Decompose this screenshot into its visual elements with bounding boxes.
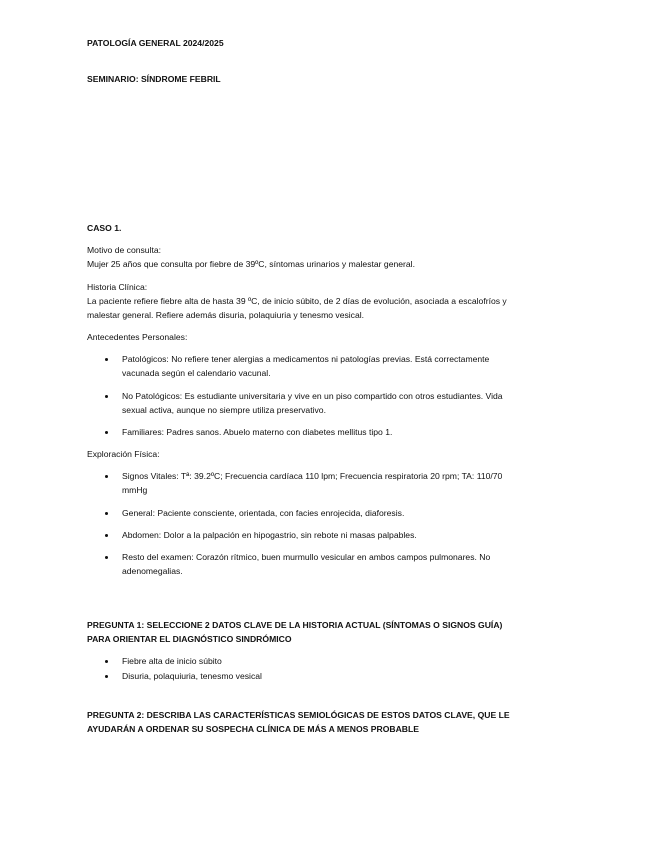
history-label: Historia Clínica: xyxy=(87,281,148,292)
antecedents-list xyxy=(87,352,527,439)
exam-list xyxy=(87,469,527,578)
list-item: Familiares: Padres sanos. Abuelo materno con diabetes mellitus tipo 1. xyxy=(87,425,527,439)
case-section xyxy=(87,221,527,586)
list-item: Abdomen: Dolor a la palpación en hipogastrio, sin rebote ni masas palpables. xyxy=(87,528,527,542)
seminar-title: SEMINARIO: SÍNDROME FEBRIL xyxy=(87,74,221,84)
list-item: General: Paciente consciente, orientada, con facies enrojecida, diaforesis. xyxy=(87,506,527,520)
question-1-answers xyxy=(87,654,527,682)
history-text: La paciente refiere fiebre alta de hasta 39 ºC, de inicio súbito, de 2 días de evolución, asociada a escalofríos y malestar general. Refiere además disuria, polaquiuria y tenesmo vesical. xyxy=(87,295,507,320)
list-item: Disuria, polaquiuria, tenesmo vesical xyxy=(87,669,527,683)
question-1: PREGUNTA 1: SELECCIONE 2 DATOS CLAVE DE LA HISTORIA ACTUAL (SÍNTOMAS O SIGNOS GUÍA) PARA ORIENTAR EL DIAGNÓSTICO SINDRÓMICO xyxy=(87,620,503,645)
reason-label: Motivo de consulta: xyxy=(87,245,162,256)
course-title: PATOLOGÍA GENERAL 2024/2025 xyxy=(87,38,224,48)
reason-text: Mujer 25 años que consulta por fiebre de 39ºC, síntomas urinarios y malestar general. xyxy=(87,259,415,270)
list-item: Fiebre alta de inicio súbito xyxy=(87,654,527,668)
question-1-section xyxy=(87,618,527,683)
antecedents-label: Antecedentes Personales: xyxy=(87,332,188,343)
list-item: Resto del examen: Corazón rítmico, buen murmullo vesicular en ambos campos pulmonares. No adenomegalias. xyxy=(87,550,527,578)
list-item: No Patológicos: Es estudiante universitaria y vive en un piso compartido con otros estudiantes. Vida sexual activa, aunque no siempre utiliza preservativo. xyxy=(87,389,527,417)
list-item: Signos Vitales: Tª: 39.2ºC; Frecuencia cardíaca 110 lpm; Frecuencia respiratoria 20 rpm; TA: 110/70 mmHg xyxy=(87,469,527,497)
exam-label: Exploración Física: xyxy=(87,449,160,460)
list-item: Patológicos: No refiere tener alergias a medicamentos ni patologías previas. Está correctamente vacunada según el calendario vacunal. xyxy=(87,352,527,380)
case-title: CASO 1. xyxy=(87,223,122,233)
question-2: PREGUNTA 2: DESCRIBA LAS CARACTERÍSTICAS SEMIOLÓGICAS DE ESTOS DATOS CLAVE, QUE LE AYUDARÁN A ORDENAR SU SOSPECHA CLÍNICA DE MÁS A MENOS PROBABLE xyxy=(87,710,510,735)
